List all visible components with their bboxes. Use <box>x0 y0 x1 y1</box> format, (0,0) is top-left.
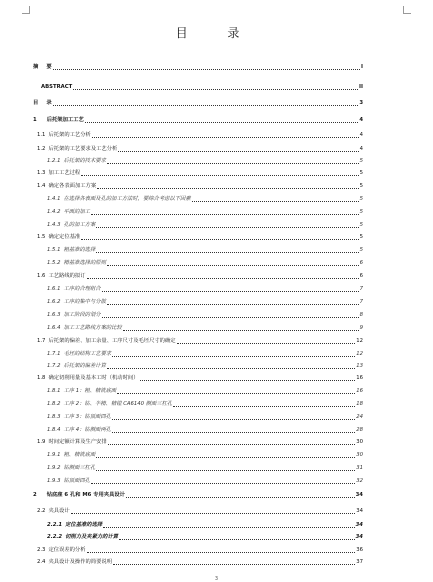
toc-leader-dots <box>112 419 355 420</box>
toc-entry-page: II <box>359 84 363 90</box>
toc-entry-number: 1.9.2 <box>47 465 61 471</box>
toc-entry[interactable] <box>33 349 363 358</box>
page-title: 目 录 <box>175 26 258 40</box>
toc-leader-dots <box>91 483 355 484</box>
toc-entry-number: 1.4.2 <box>47 209 61 215</box>
toc-leader-dots <box>107 368 355 369</box>
toc-entry-page: 34 <box>355 534 363 540</box>
toc-entry[interactable] <box>33 373 363 382</box>
toc-leader-dots <box>177 343 356 344</box>
toc-entry-number: 目 <box>33 100 39 106</box>
toc-entry-page: 8 <box>359 312 363 318</box>
toc-leader-dots <box>96 227 358 228</box>
toc-entry-title: 工序的集中与分散 <box>63 299 106 305</box>
toc-entry-title: 加工阶段的划分 <box>63 312 101 318</box>
toc-entry[interactable] <box>33 336 363 345</box>
toc-entry[interactable] <box>33 258 363 267</box>
toc-leader-dots <box>126 497 355 498</box>
toc-entry-page: 4 <box>359 146 363 152</box>
toc-entry[interactable] <box>33 115 363 124</box>
toc-entry-title: 工序的合理组合 <box>63 286 101 292</box>
toc-entry-page: 4 <box>359 117 363 123</box>
toc-entry-page: 5 <box>359 222 363 228</box>
toc-entry-title: 粗、精铣底面 <box>63 452 96 458</box>
toc-entry[interactable] <box>33 82 363 91</box>
toc-entry-page: 13 <box>356 363 363 369</box>
toc-entry[interactable] <box>33 437 363 446</box>
toc-entry-number: 1.9.1 <box>47 452 61 458</box>
toc-leader-dots <box>91 214 359 215</box>
toc-entry-number: 1.4.1 <box>47 196 61 202</box>
toc-entry-title: 工序 4：钻侧面两孔 <box>63 427 111 433</box>
toc-entry[interactable] <box>33 450 363 459</box>
toc-leader-dots <box>107 304 359 305</box>
toc-entry-page: 5 <box>359 170 363 176</box>
toc-leader-dots <box>102 317 359 318</box>
toc-entry-number: 1.8 <box>37 375 46 381</box>
toc-leader-dots <box>113 564 355 565</box>
toc-leader-dots <box>53 69 360 70</box>
toc-entry[interactable] <box>33 463 363 472</box>
toc-entry-title: 加工工艺过程 <box>48 170 81 176</box>
toc-entry-title: 夹具设计及操作的简要说明 <box>48 559 113 565</box>
toc-entry-page: 5 <box>359 247 363 253</box>
toc-entry-number: 1.4.3 <box>47 222 61 228</box>
toc-leader-dots <box>112 356 355 357</box>
toc-leader-dots <box>102 291 359 292</box>
toc-entry-page: 12 <box>356 351 363 357</box>
toc-entry-page: 5 <box>359 209 363 215</box>
toc-entry-title: 确定定位基准 <box>48 234 81 240</box>
page-corner-mark-left <box>22 6 30 14</box>
toc-leader-dots <box>92 137 359 138</box>
toc-entry[interactable] <box>33 506 363 515</box>
toc-entry-title: 确定各表面加工方案 <box>48 183 97 189</box>
toc-entry-title: 平面的加工 <box>63 209 90 215</box>
toc-entry-page: 5 <box>359 196 363 202</box>
toc-entry-page: 16 <box>356 388 363 394</box>
toc-entry[interactable] <box>33 130 363 139</box>
toc-entry[interactable] <box>33 181 363 190</box>
toc-entry-title: 后托架的工艺要求及工艺分析 <box>48 146 118 152</box>
toc-leader-dots <box>112 432 355 433</box>
toc-entry[interactable] <box>33 156 363 165</box>
toc-entry-page: 30 <box>356 452 363 458</box>
toc-entry-title: 定位基准的选择 <box>65 522 103 528</box>
toc-entry[interactable] <box>33 271 363 280</box>
toc-entry[interactable] <box>33 284 363 293</box>
toc-entry[interactable] <box>33 62 363 71</box>
toc-entry-page: 37 <box>356 559 363 565</box>
toc-entry-number: 2.4 <box>37 559 46 565</box>
toc-entry-title: 后托架的偏差计算 <box>63 363 106 369</box>
toc-leader-dots <box>118 151 358 152</box>
toc-entry-number: 1.8.2 <box>47 401 61 407</box>
toc-entry-number: 1.8.1 <box>47 388 61 394</box>
toc-entry[interactable] <box>33 386 363 395</box>
toc-entry-title: 要 <box>46 64 52 70</box>
toc-entry-page: 16 <box>356 375 363 381</box>
toc-entry-number: 1.7.2 <box>47 363 61 369</box>
toc-leader-dots <box>97 188 359 189</box>
toc-entry[interactable] <box>33 310 363 319</box>
toc-entry[interactable] <box>33 232 363 241</box>
toc-entry-page: 7 <box>359 286 363 292</box>
toc-entry-number: 1.8.3 <box>47 414 61 420</box>
toc-entry-page: 3 <box>359 100 363 106</box>
toc-entry-title: 工艺路线的拟订 <box>48 273 86 279</box>
toc-entry-title: 毛坯的结构工艺要求 <box>63 351 112 357</box>
toc-leader-dots <box>96 457 355 458</box>
toc-entry-page: 6 <box>359 273 363 279</box>
toc-leader-dots <box>123 330 359 331</box>
toc-entry-page: 7 <box>359 299 363 305</box>
toc-entry-title: 钻侧面三杠孔 <box>63 465 96 471</box>
toc-entry-page: 6 <box>359 260 363 266</box>
toc-entry-title: 时间定额计算及生产安排 <box>48 439 107 445</box>
toc-entry-title: 后托架的技术要求 <box>63 158 106 164</box>
toc-entry-number: 1.7.1 <box>47 351 61 357</box>
toc-entry-page: 5 <box>359 158 363 164</box>
toc-entry-title: 工序 3：钻顶面四孔 <box>63 414 111 420</box>
toc-leader-dots <box>103 527 354 528</box>
toc-entry[interactable] <box>33 476 363 485</box>
toc-entry-page: 18 <box>356 401 363 407</box>
toc-entry-title: ABSTRACT <box>41 84 73 90</box>
toc-entry-number: 1.6.4 <box>47 325 61 331</box>
toc-entry-page: 30 <box>356 439 363 445</box>
toc-entry-page: 34 <box>355 522 363 528</box>
toc-entry-number: 1.5.1 <box>47 247 61 253</box>
toc-entry[interactable] <box>33 532 363 541</box>
toc-leader-dots <box>73 89 358 90</box>
toc-entry-number: 1.5 <box>37 234 46 240</box>
toc-entry-title: 夹具设计 <box>48 508 70 514</box>
toc-leader-dots <box>81 239 358 240</box>
toc-entry-page: 12 <box>356 338 363 344</box>
toc-leader-dots <box>85 122 359 123</box>
toc-entry-title: 工序 2：钻、半精、精镗 CA6140 侧面三杠孔 <box>63 401 173 407</box>
toc-entry-number: 1.5.2 <box>47 260 61 266</box>
toc-leader-dots <box>96 252 358 253</box>
toc-entry-title: 精基准选择的原则 <box>63 260 106 266</box>
toc-entry-number: 1.3 <box>37 170 46 176</box>
toc-entry-title: 确定切削用量及基本工时（机动时间） <box>48 375 139 381</box>
toc-entry[interactable] <box>33 194 363 203</box>
toc-entry[interactable] <box>33 412 363 421</box>
toc-entry[interactable] <box>33 245 363 254</box>
toc-entry-number: 2.2.2 <box>47 534 63 540</box>
toc-entry-page: I <box>361 64 363 70</box>
toc-leader-dots <box>119 539 355 540</box>
toc-entry-number: 1.6.1 <box>47 286 61 292</box>
toc-entry-page: 31 <box>356 465 363 471</box>
toc-entry[interactable] <box>33 297 363 306</box>
toc-entry-number: 2.2 <box>37 508 46 514</box>
page-corner-mark-right <box>403 6 411 14</box>
toc-entry-number: 2 <box>33 492 37 498</box>
toc-entry-title: 钻顶面四孔 <box>63 478 90 484</box>
toc-entry[interactable] <box>33 98 363 107</box>
toc-leader-dots <box>96 470 355 471</box>
toc-entry-page: 4 <box>359 132 363 138</box>
toc-entry-page: 9 <box>359 325 363 331</box>
toc-leader-dots <box>87 552 356 553</box>
toc-leader-dots <box>107 265 359 266</box>
toc-entry-title: 后托架加工工艺 <box>46 117 84 123</box>
toc-entry[interactable] <box>33 207 363 216</box>
toc-entry[interactable] <box>33 361 363 370</box>
toc-entry-number: 2.3 <box>37 547 46 553</box>
toc-leader-dots <box>192 201 359 202</box>
toc-entry-title: 工序 1：粗、精铣底面 <box>63 388 117 394</box>
toc-entry-number: 1.7 <box>37 338 46 344</box>
page-number: 3 <box>214 576 219 582</box>
toc-entry-number: 摘 <box>33 64 39 70</box>
toc-entry[interactable] <box>33 144 363 153</box>
toc-entry-number: 1.6.2 <box>47 299 61 305</box>
toc-leader-dots <box>107 163 359 164</box>
toc-entry[interactable] <box>33 425 363 434</box>
toc-entry-number: 1.2 <box>37 146 46 152</box>
toc-entry[interactable] <box>33 520 363 529</box>
toc-leader-dots <box>87 278 359 279</box>
toc-entry[interactable] <box>33 168 363 177</box>
toc-entry-number: 2.2.1 <box>47 522 63 528</box>
toc-entry-page: 34 <box>356 508 363 514</box>
toc-leader-dots <box>173 406 355 407</box>
toc-entry-title: 切削力及夹紧力的计算 <box>65 534 119 540</box>
toc-entry-page: 36 <box>356 547 363 553</box>
toc-leader-dots <box>140 380 356 381</box>
toc-entry-number: 1.9.3 <box>47 478 61 484</box>
toc-entry-title: 后托架的偏差、加工余量、工序尺寸及毛坯尺寸的确定 <box>48 338 176 344</box>
toc-entry[interactable] <box>33 557 363 566</box>
toc-entry[interactable] <box>33 220 363 229</box>
toc-entry-number: 1.1 <box>37 132 46 138</box>
toc-entry[interactable] <box>33 399 363 408</box>
toc-leader-dots <box>81 175 358 176</box>
toc-entry-page: 24 <box>356 414 363 420</box>
toc-entry-page: 28 <box>356 427 363 433</box>
toc-entry[interactable] <box>33 545 363 554</box>
toc-entry-number: 1 <box>33 117 37 123</box>
toc-entry-title: 录 <box>46 100 52 106</box>
toc-entry-page: 5 <box>359 183 363 189</box>
toc-entry-number: 1.9 <box>37 439 46 445</box>
toc-entry[interactable] <box>33 323 363 332</box>
toc-entry-number: 1.6 <box>37 273 46 279</box>
toc-entry-title: 孔的加工方案 <box>63 222 96 228</box>
toc-leader-dots <box>71 513 356 514</box>
toc-entry-number: 1.6.3 <box>47 312 61 318</box>
toc-entry-title: 钻底座 6 孔和 M6 专用夹具设计 <box>46 492 125 498</box>
toc-leader-dots <box>108 444 356 445</box>
toc-entry-page: 5 <box>359 234 363 240</box>
toc-leader-dots <box>117 393 355 394</box>
toc-entry-title: 定位误差的分析 <box>48 547 86 553</box>
toc-entry-number: 1.2.1 <box>47 158 61 164</box>
toc-entry-number: 1.4 <box>37 183 46 189</box>
toc-entry-number: 1.8.4 <box>47 427 61 433</box>
toc-entry-title: 加工工艺路线方案的比较 <box>63 325 122 331</box>
toc-entry-title: 在选择各表面及孔的加工方法时，要综合考虑以下因素 <box>63 196 191 202</box>
toc-entry-title: 粗基准的选择 <box>63 247 96 253</box>
toc-entry-page: 34 <box>355 492 363 498</box>
toc-leader-dots <box>53 105 359 106</box>
toc-entry-page: 32 <box>356 478 363 484</box>
toc-entry-title: 后托架的工艺分析 <box>48 132 91 138</box>
toc-entry[interactable] <box>33 490 363 499</box>
